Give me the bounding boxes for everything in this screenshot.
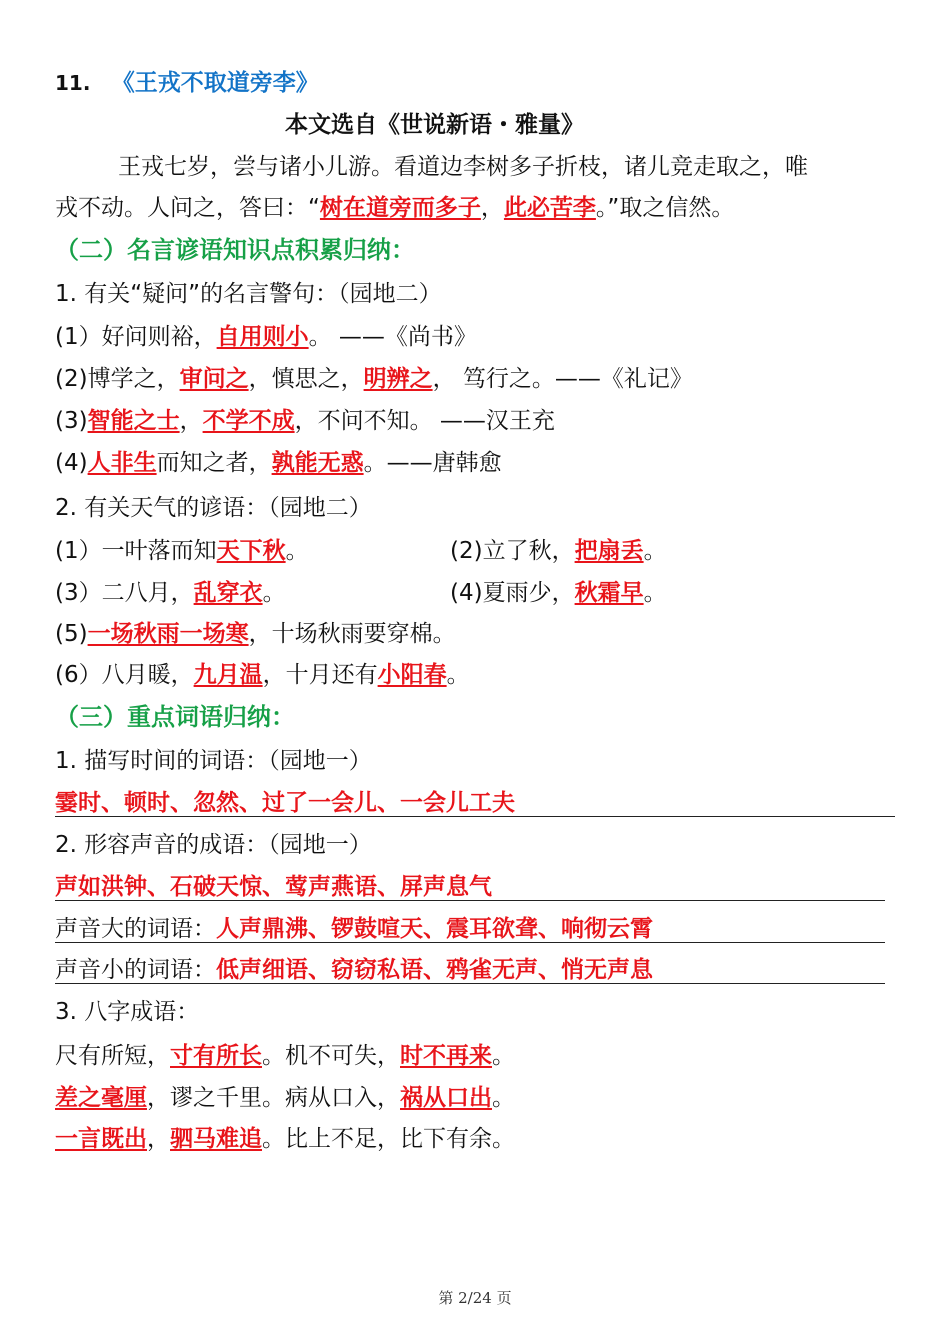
answer: 小阳春 — [377, 662, 447, 688]
answer: 一场秋雨一场寒 — [87, 621, 249, 647]
answer: 智能之士 — [87, 408, 180, 434]
answer-line — [55, 786, 895, 817]
answer: 把扇丢 — [574, 538, 644, 564]
loud-words-label: 声音大的词语：人声鼎沸、锣鼓喧天、震耳欲聋、响彻云霄 — [55, 916, 653, 942]
proverb-right: (2)立了秋，把扇丢。 — [450, 538, 667, 564]
answer: 时不再来 — [400, 1043, 492, 1069]
subheading: 1. 描写时间的词语：（园地一） — [55, 748, 372, 774]
section-title: （三）重点词语归纳： — [55, 703, 295, 731]
story-source: 本文选自《世说新语・雅量》 — [285, 112, 584, 138]
answer-line — [55, 912, 885, 943]
answer: 差之毫厘 — [55, 1085, 147, 1111]
story-heading — [55, 68, 319, 98]
answer: 秋霜早 — [574, 580, 644, 606]
answer: 寸有所长 — [170, 1043, 262, 1069]
answer: 天下秋 — [216, 538, 286, 564]
answer-line — [55, 953, 885, 984]
answer: 霎时、顿时、忽然、过了一会儿、一会儿工夫 — [55, 790, 515, 816]
subheading: 3. 八字成语： — [55, 999, 200, 1025]
answer: 树在道旁而多子 — [319, 195, 481, 221]
answer: 自用则小 — [216, 324, 309, 350]
proverb-row: (5)一场秋雨一场寒，十场秋雨要穿棉。 — [55, 621, 456, 647]
answer: 低声细语、窃窃私语、鸦雀无声、悄无声息 — [216, 957, 653, 983]
story-paragraph-line-1: 王戎七岁，尝与诸小儿游。看道边李树多子折枝，诸儿竞走取之，唯 — [118, 154, 808, 180]
idiom-line: 差之毫厘，谬之千里。病从口入，祸从口出。 — [55, 1085, 515, 1111]
subheading: 2. 形容声音的成语：（园地一） — [55, 832, 372, 858]
answer: 声如洪钟、石破天惊、莺声燕语、屏声息气 — [55, 874, 492, 900]
proverb-row: (6）八月暖，九月温，十月还有小阳春。 — [55, 662, 470, 688]
idiom-line: 一言既出，驷马难追。比上不足，比下有余。 — [55, 1126, 515, 1152]
answer-line — [55, 870, 885, 901]
answer: 祸从口出 — [400, 1085, 492, 1111]
story-title: 《王戎不取道旁李》 — [111, 70, 319, 96]
story-paragraph-line-2: 戎不动。人问之，答曰：“树在道旁而多子，此必苦李。”取之信然。 — [55, 195, 735, 221]
subheading: 1. 有关“疑问”的名言警句：（园地二） — [55, 281, 442, 307]
idiom-line: 尺有所短，寸有所长。机不可失，时不再来。 — [55, 1043, 515, 1069]
proverb-row: (1）一叶落而知天下秋。 (2)立了秋，把扇丢。 — [55, 538, 667, 564]
quote-line: (4)人非生而知之者，孰能无惑。——唐韩愈 — [55, 450, 502, 476]
page-number: 第 2/24 页 — [438, 1289, 512, 1307]
answer: 乱穿衣 — [193, 580, 263, 606]
quote-line: (2)博学之，审问之，慎思之，明辨之， 笃行之。——《礼记》 — [55, 366, 693, 392]
answer: 审问之 — [179, 366, 249, 392]
answer: 一言既出 — [55, 1126, 147, 1152]
answer: 人声鼎沸、锣鼓喧天、震耳欲聋、响彻云霄 — [216, 916, 653, 942]
proverb-right: (4)夏雨少，秋霜早。 — [450, 580, 667, 606]
answer: 孰能无惑 — [271, 450, 364, 476]
answer: 驷马难追 — [170, 1126, 262, 1152]
quote-line: (3)智能之士，不学不成，不问不知。 ——汉王充 — [55, 408, 555, 434]
quiet-words-label: 声音小的词语：低声细语、窃窃私语、鸦雀无声、悄无声息 — [55, 957, 653, 983]
answer: 明辨之 — [363, 366, 433, 392]
story-number: 11. — [55, 71, 91, 95]
quote-line: (1）好问则裕，自用则小。 ——《尚书》 — [55, 324, 477, 350]
proverb-row: (3）二八月，乱穿衣。 (4)夏雨少，秋霜早。 — [55, 580, 667, 606]
subheading: 2. 有关天气的谚语：（园地二） — [55, 495, 372, 521]
answer: 人非生 — [87, 450, 157, 476]
section-title: （二）名言谚语知识点积累归纳： — [55, 236, 415, 264]
answer: 不学不成 — [202, 408, 295, 434]
answer: 九月温 — [193, 662, 263, 688]
answer: 此必苦李 — [503, 195, 596, 221]
